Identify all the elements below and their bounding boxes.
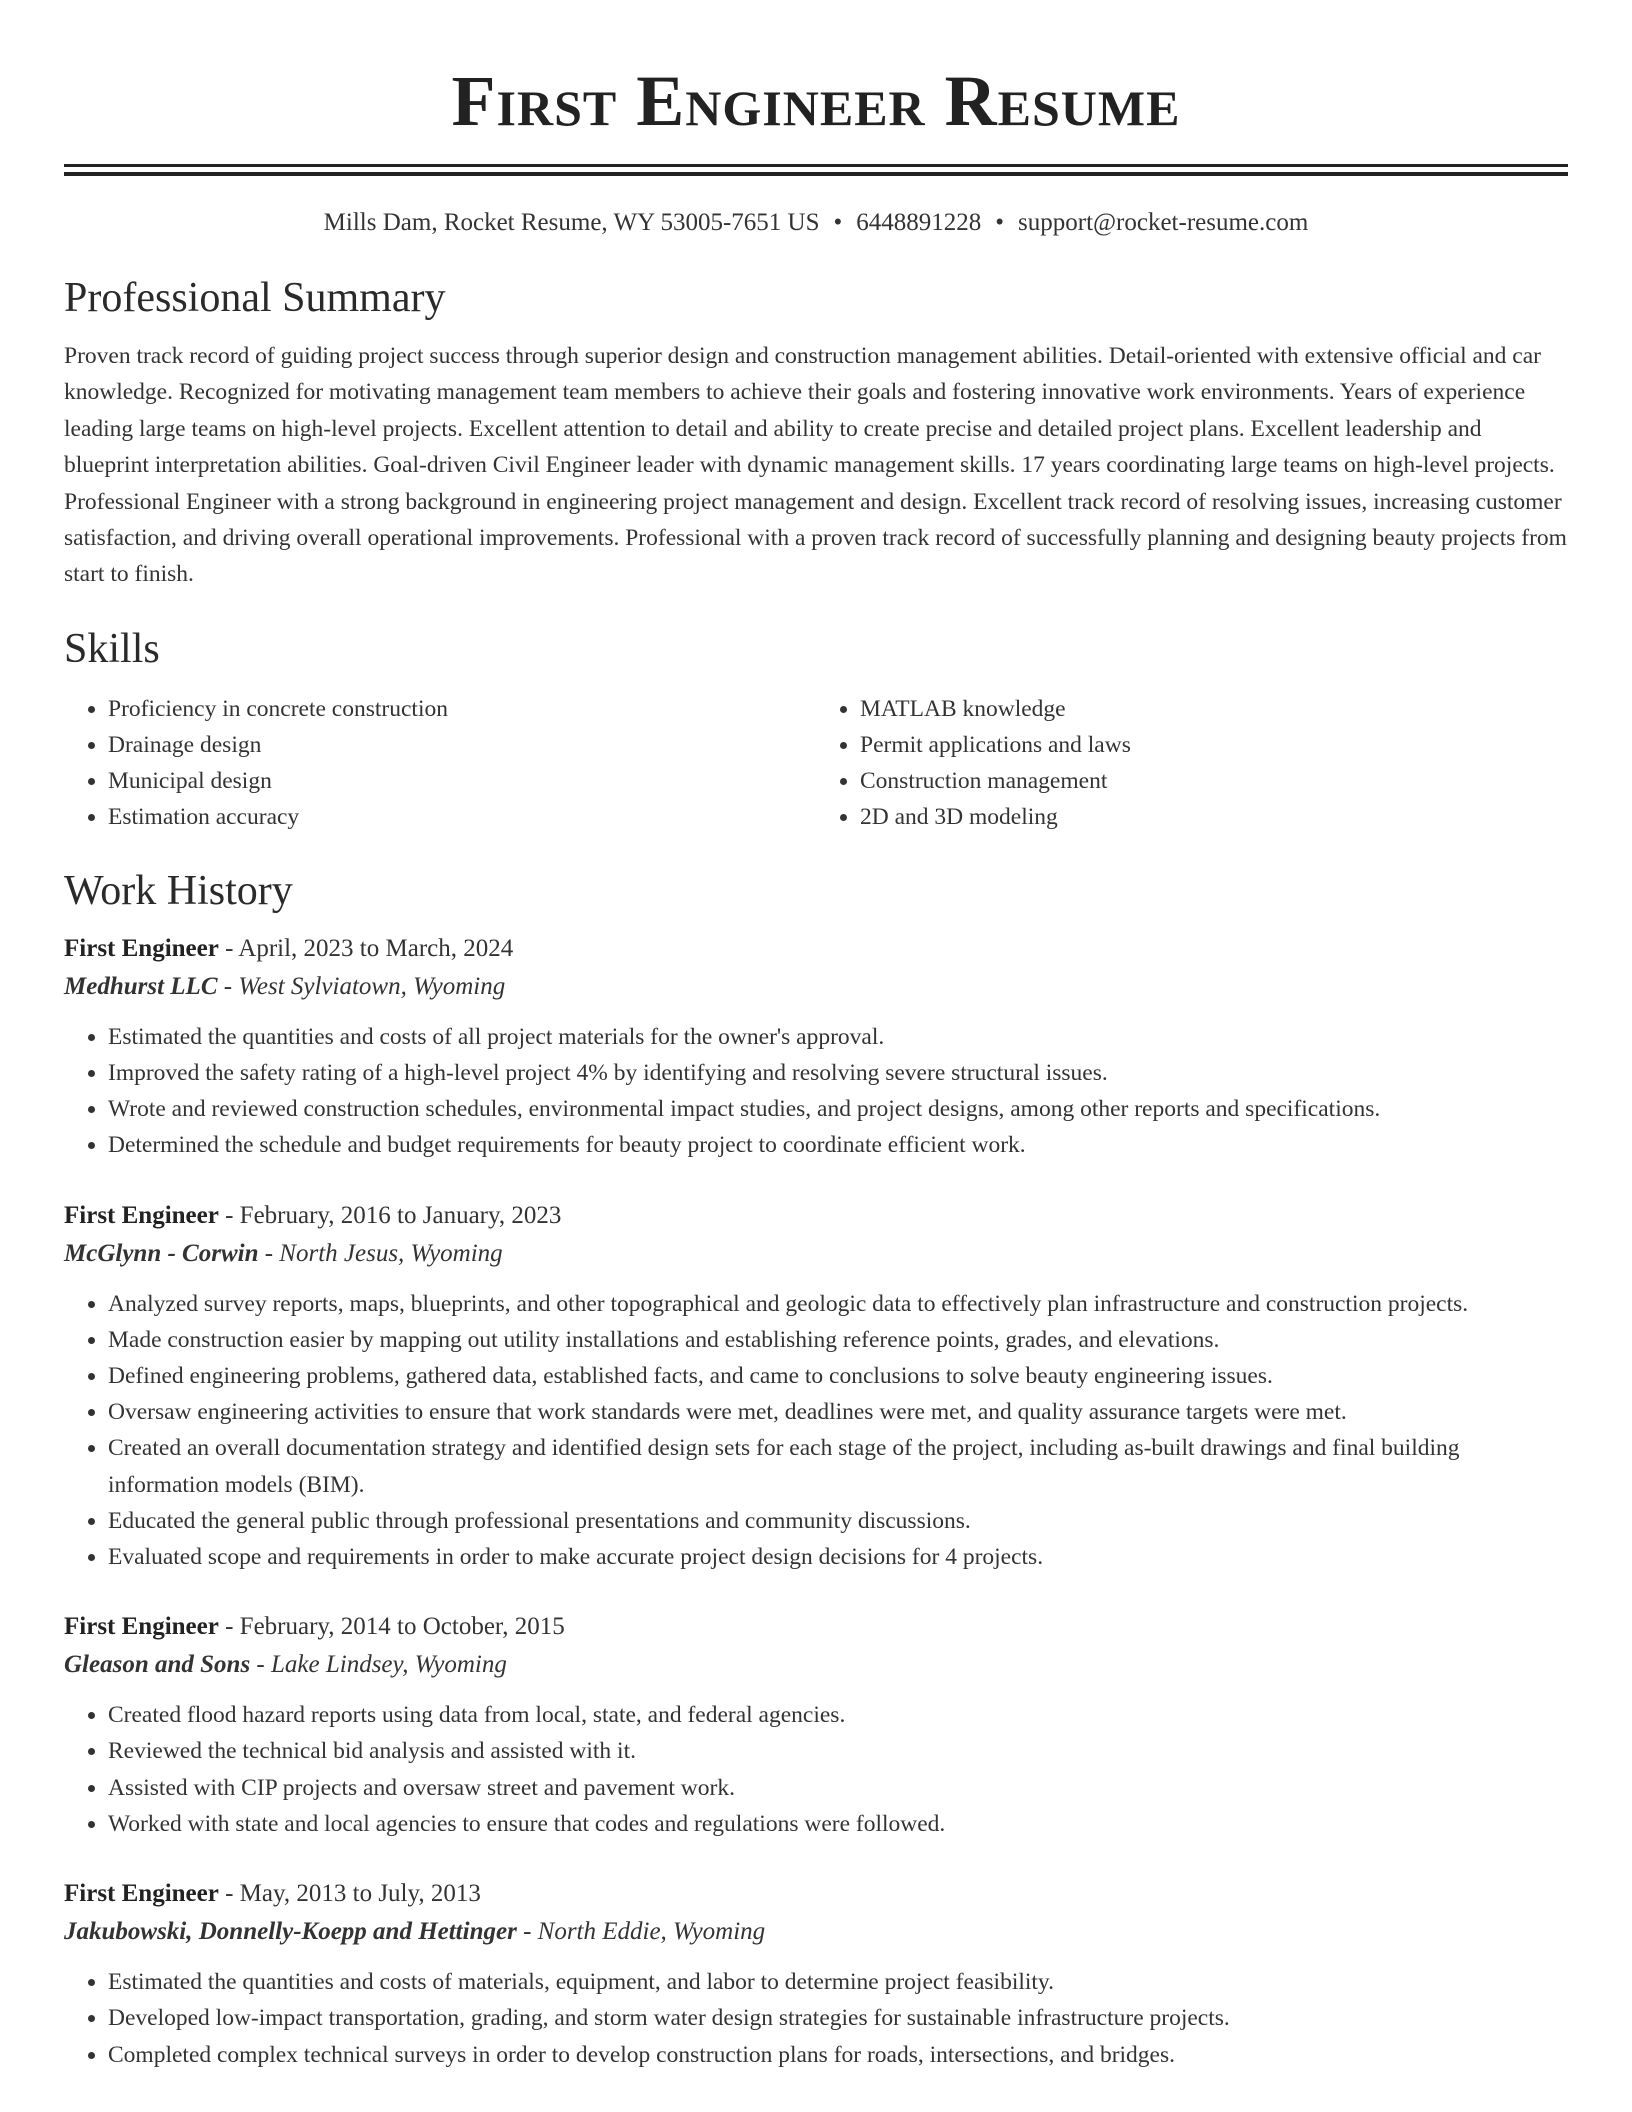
- job-title: First Engineer: [64, 1201, 219, 1229]
- work-history-heading: Work History: [64, 867, 293, 914]
- skill-item: • Drainage design: [108, 727, 816, 763]
- duty-item: • Estimated the quantities and costs of all project materials for the owner's approval.: [108, 1019, 1568, 1055]
- duty-item: • Evaluated scope and requirements in order to make accurate project design decisions for 4 projects.: [108, 1539, 1568, 1575]
- contact-line: [64, 206, 1568, 240]
- duty-item: • Wrote and reviewed construction schedules, environmental impact studies, and project designs, among other reports and specifications.: [108, 1091, 1568, 1127]
- duty-item: • Created an overall documentation strategy and identified design sets for each stage of the project, including as-built drawings and final building information models (BIM).: [108, 1430, 1568, 1502]
- summary-text: Proven track record of guiding project success through superior design and construction management abilities. Detail-oriented with extensive official and car knowledge. Recognized for motivating management team members to achieve their goals and fostering innovative work environments. Years of experience leading large teams on high-level projects. Excellent attention to detail and ability to create precise and detailed project plans. Excellent leadership and blueprint interpretation abilities. Goal-driven Civil Engineer leader with dynamic management skills. 17 years coordinating large teams on high-level projects. Professional Engineer with a strong background in engineering project management and design. Excellent track record of resolving issues, increasing customer satisfaction, and driving overall operational improvements. Professional with a proven track record of successfully planning and designing beauty projects from start to finish.: [64, 343, 1567, 588]
- resume-title: First Engineer Resume: [451, 61, 1181, 141]
- skill-item: • Proficiency in concrete construction: [108, 691, 816, 727]
- company-name: McGlynn - Corwin: [64, 1239, 259, 1267]
- job-dates: - April, 2023 to March, 2024: [218, 934, 514, 962]
- job-dates: - May, 2013 to July, 2013: [218, 1880, 481, 1908]
- job-employer: [64, 967, 1568, 1007]
- skill-item: • MATLAB knowledge: [860, 691, 1568, 727]
- company-location: - North Jesus, Wyoming: [258, 1239, 503, 1267]
- duty-item: • Analyzed survey reports, maps, blueprints, and other topographical and geologic data to effectively plan infrastructure and construction projects.: [108, 1286, 1568, 1322]
- duty-item: • Determined the schedule and budget requirements for beauty project to coordinate efficient work.: [108, 1127, 1568, 1163]
- job-title: First Engineer: [64, 1880, 219, 1908]
- duty-item: • Educated the general public through professional presentations and community discussions.: [108, 1503, 1568, 1539]
- job-employer: [64, 1912, 1568, 1952]
- skill-item: • Estimation accuracy: [108, 799, 816, 835]
- company-location: - Lake Lindsey, Wyoming: [250, 1651, 507, 1679]
- duty-item: • Reviewed the technical bid analysis and assisted with it.: [108, 1733, 1568, 1769]
- skills-list-right: [816, 691, 1568, 835]
- contact-separator: •: [833, 209, 843, 236]
- job-header: [64, 1876, 1568, 1912]
- job-header: [64, 1198, 1568, 1234]
- job-dates: - February, 2014 to October, 2015: [218, 1613, 565, 1641]
- job-header: [64, 931, 1568, 967]
- summary-heading: Professional Summary: [64, 275, 446, 321]
- contact-phone: 6448891228: [856, 209, 982, 236]
- skills-grid: [64, 691, 1568, 835]
- duty-item: • Made construction easier by mapping out utility installations and establishing reference points, grades, and elevations.: [108, 1322, 1568, 1358]
- job-entry: [64, 1609, 1568, 1842]
- company-name: Gleason and Sons: [64, 1651, 251, 1679]
- job-duties: [64, 1697, 1568, 1842]
- skills-heading: Skills: [64, 625, 160, 672]
- skill-item: • Municipal design: [108, 763, 816, 799]
- job-title: First Engineer: [64, 934, 219, 962]
- duty-item: • Completed complex technical surveys in order to develop construction plans for roads, intersections, and bridges.: [108, 2037, 1568, 2073]
- title-divider: [64, 164, 1568, 176]
- contact-address: Mills Dam, Rocket Resume, WY 53005-7651 US: [323, 209, 820, 236]
- job-dates: - February, 2016 to January, 2023: [218, 1201, 562, 1229]
- skill-item: • Construction management: [860, 763, 1568, 799]
- duty-item: • Assisted with CIP projects and oversaw street and pavement work.: [108, 1770, 1568, 1806]
- company-name: Medhurst LLC: [64, 972, 218, 1000]
- job-title: First Engineer: [64, 1613, 219, 1641]
- job-duties: [64, 1964, 1568, 2073]
- resume-page: [64, 0, 1568, 2073]
- company-location: - North Eddie, Wyoming: [516, 1918, 766, 1946]
- job-header: [64, 1609, 1568, 1645]
- skill-item: • Permit applications and laws: [860, 727, 1568, 763]
- company-location: - West Sylviatown, Wyoming: [217, 972, 506, 1000]
- skills-list-left: [64, 691, 816, 835]
- duty-item: • Estimated the quantities and costs of materials, equipment, and labor to determine project feasibility.: [108, 1964, 1568, 2000]
- job-entry: [64, 1198, 1568, 1576]
- contact-separator: •: [995, 209, 1005, 236]
- company-name: Jakubowski, Donnelly-Koepp and Hettinger: [64, 1918, 517, 1946]
- duty-item: • Worked with state and local agencies to ensure that codes and regulations were followed.: [108, 1806, 1568, 1842]
- job-duties: [64, 1286, 1568, 1576]
- job-entry: [64, 931, 1568, 1164]
- duty-item: • Developed low-impact transportation, grading, and storm water design strategies for sustainable infrastructure projects.: [108, 2000, 1568, 2036]
- skill-item: • 2D and 3D modeling: [860, 799, 1568, 835]
- job-entry: [64, 1876, 1568, 2073]
- duty-item: • Oversaw engineering activities to ensure that work standards were met, deadlines were met, and quality assurance targets were met.: [108, 1394, 1568, 1430]
- job-employer: [64, 1645, 1568, 1685]
- job-employer: [64, 1234, 1568, 1274]
- duty-item: • Created flood hazard reports using data from local, state, and federal agencies.: [108, 1697, 1568, 1733]
- contact-email: support@rocket-resume.com: [1018, 209, 1309, 236]
- duty-item: • Improved the safety rating of a high-level project 4% by identifying and resolving severe structural issues.: [108, 1055, 1568, 1091]
- job-duties: [64, 1019, 1568, 1164]
- duty-item: • Defined engineering problems, gathered data, established facts, and came to conclusions to solve beauty engineering issues.: [108, 1358, 1568, 1394]
